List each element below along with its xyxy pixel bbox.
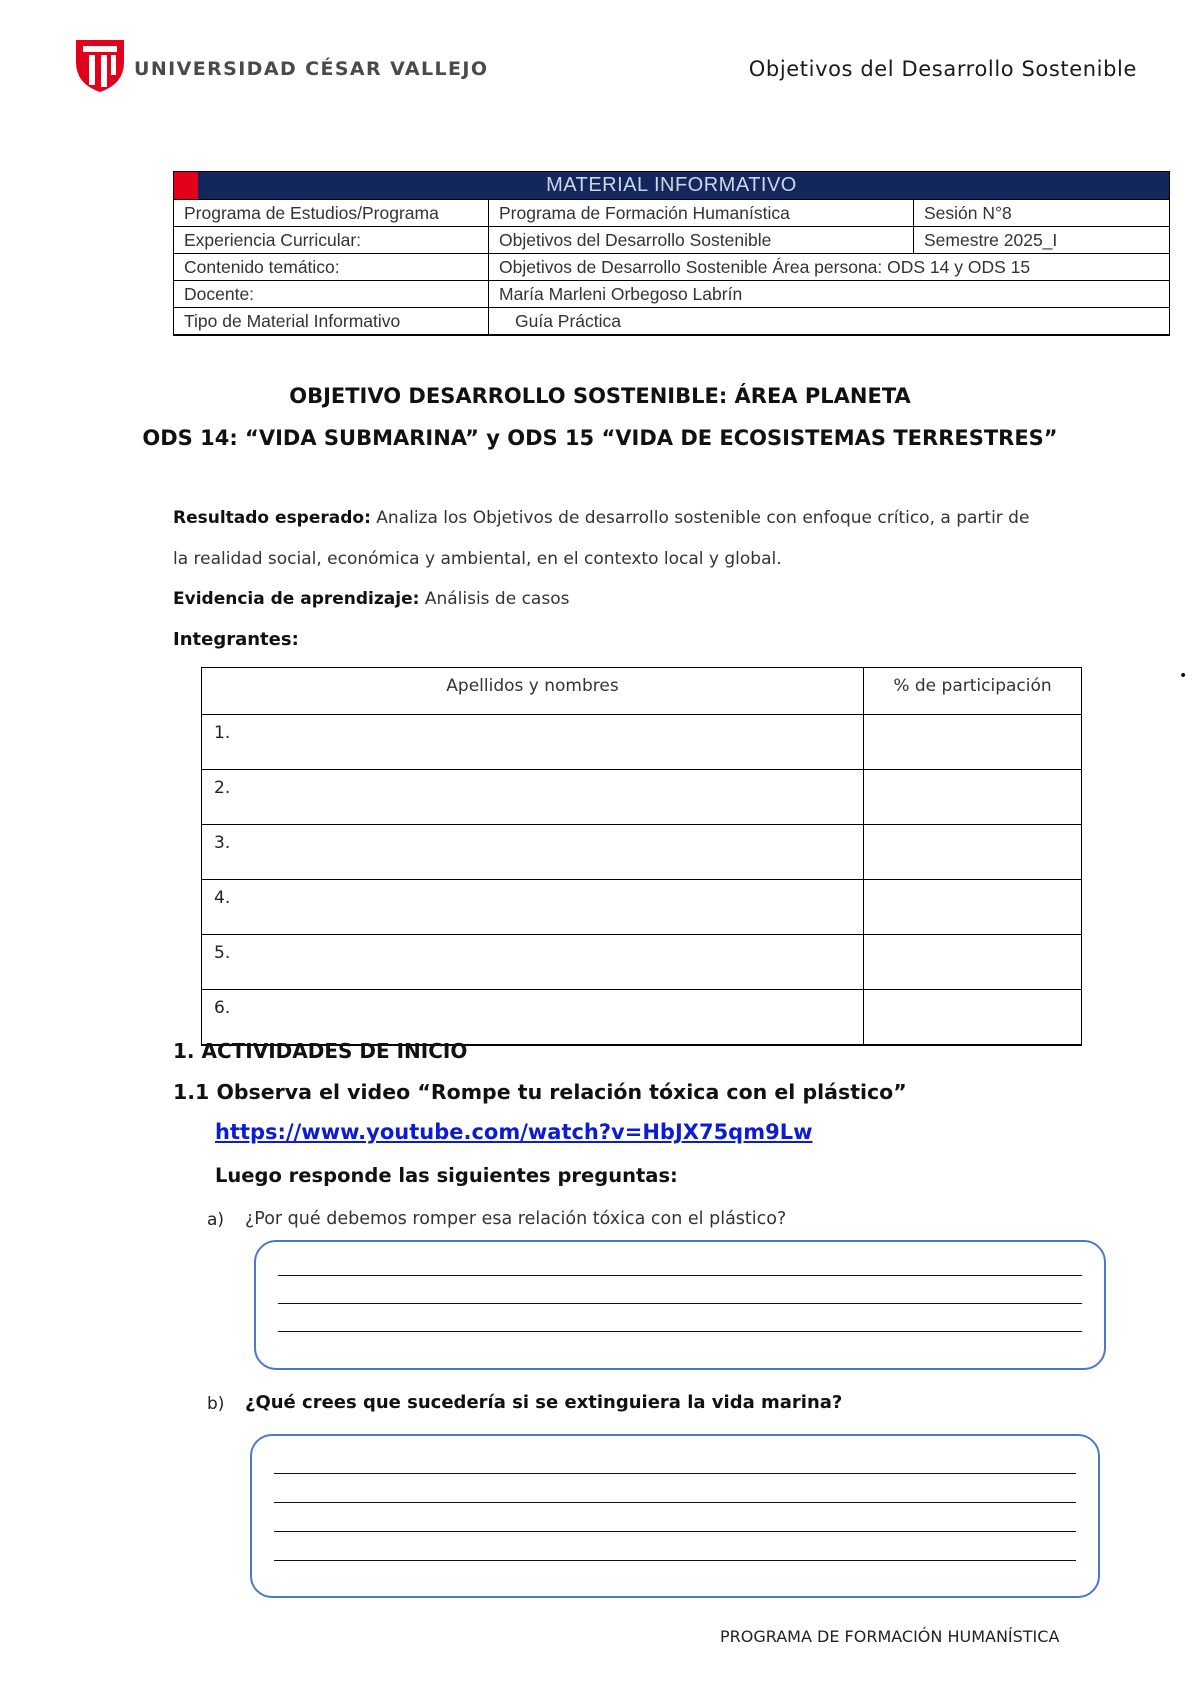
answer-line	[274, 1531, 1076, 1532]
members-table	[201, 667, 1082, 1046]
member-participation-cell[interactable]	[864, 990, 1082, 1046]
answer-line	[278, 1303, 1082, 1304]
question-a-letter: a)	[207, 1210, 225, 1230]
answer-line	[278, 1275, 1082, 1276]
member-name-cell[interactable]: 5.	[202, 935, 864, 990]
info-value-programa: Programa de Formación Humanística	[489, 200, 914, 227]
question-b-text: ¿Qué crees que sucedería si se extinguiera la vida marina?	[245, 1392, 843, 1413]
info-value-semestre: Semestre 2025_I	[914, 227, 1170, 254]
learning-evidence	[173, 589, 569, 609]
member-name-cell[interactable]: 2.	[202, 770, 864, 825]
member-participation-cell[interactable]	[864, 825, 1082, 880]
answer-line	[278, 1331, 1082, 1332]
footer-program: PROGRAMA DE FORMACIÓN HUMANÍSTICA	[720, 1627, 1060, 1646]
info-value-tipo: Guía Práctica	[489, 308, 1170, 336]
members-header-participation: % de participación	[864, 668, 1082, 715]
university-logo	[74, 38, 489, 94]
info-label-tipo: Tipo de Material Informativo	[174, 308, 489, 336]
ucv-shield-icon	[74, 38, 126, 94]
expected-result-label: Resultado esperado:	[173, 508, 371, 528]
member-name-cell[interactable]: 1.	[202, 715, 864, 770]
document-title: OBJETIVO DESARROLLO SOSTENIBLE: ÁREA PLANETA	[289, 384, 911, 408]
info-label-contenido: Contenido temático:	[174, 254, 489, 281]
expected-result-text: Analiza los Objetivos de desarrollo sostenible con enfoque crítico, a partir de	[370, 508, 1030, 528]
learning-evidence-label: Evidencia de aprendizaje:	[173, 589, 420, 609]
member-name-cell[interactable]: 6.	[202, 990, 864, 1046]
expected-result-continuation: la realidad social, económica y ambiental, en el contexto local y global.	[173, 549, 782, 569]
member-participation-cell[interactable]	[864, 770, 1082, 825]
member-participation-cell[interactable]	[864, 935, 1082, 990]
question-b-letter: b)	[207, 1394, 225, 1414]
expected-result	[173, 508, 1029, 528]
institution-name: UNIVERSIDAD CÉSAR VALLEJO	[134, 58, 489, 80]
subsection-heading-video: 1.1 Observa el video “Rompe tu relación tóxica con el plástico”	[173, 1080, 907, 1104]
info-label-experiencia: Experiencia Curricular:	[174, 227, 489, 254]
course-header-title: Objetivos del Desarrollo Sostenible	[748, 57, 1137, 81]
question-a-text: ¿Por qué debemos romper esa relación tóxica con el plástico?	[245, 1209, 787, 1229]
info-value-experiencia: Objetivos del Desarrollo Sostenible	[489, 227, 914, 254]
answer-box-a[interactable]	[254, 1240, 1106, 1370]
stray-mark: •	[1179, 668, 1188, 684]
answer-line	[274, 1502, 1076, 1503]
material-info-heading: MATERIAL INFORMATIVO	[174, 172, 1170, 200]
red-accent-mark	[174, 172, 198, 199]
member-name-cell[interactable]: 3.	[202, 825, 864, 880]
members-label: Integrantes:	[173, 629, 299, 650]
info-label-docente: Docente:	[174, 281, 489, 308]
answer-line	[274, 1560, 1076, 1561]
member-participation-cell[interactable]	[864, 880, 1082, 935]
answer-box-b[interactable]	[250, 1434, 1100, 1598]
members-header-name: Apellidos y nombres	[202, 668, 864, 715]
document-subtitle: ODS 14: “VIDA SUBMARINA” y ODS 15 “VIDA DE ECOSISTEMAS TERRESTRES”	[142, 426, 1058, 450]
learning-evidence-text: Análisis de casos	[419, 589, 570, 609]
instructions-text: Luego responde las siguientes preguntas:	[215, 1164, 678, 1187]
info-value-contenido: Objetivos de Desarrollo Sostenible Área persona: ODS 14 y ODS 15	[489, 254, 1170, 281]
section-heading-inicio: 1. ACTIVIDADES DE INICIO	[173, 1039, 468, 1063]
answer-line	[274, 1473, 1076, 1474]
member-participation-cell[interactable]	[864, 715, 1082, 770]
info-value-docente: María Marleni Orbegoso Labrín	[489, 281, 1170, 308]
member-name-cell[interactable]: 4.	[202, 880, 864, 935]
info-value-sesion: Sesión N°8	[914, 200, 1170, 227]
video-link[interactable]: https://www.youtube.com/watch?v=HbJX75qm9Lw	[215, 1120, 813, 1144]
material-info-table	[173, 171, 1170, 336]
info-label-programa: Programa de Estudios/Programa	[174, 200, 489, 227]
